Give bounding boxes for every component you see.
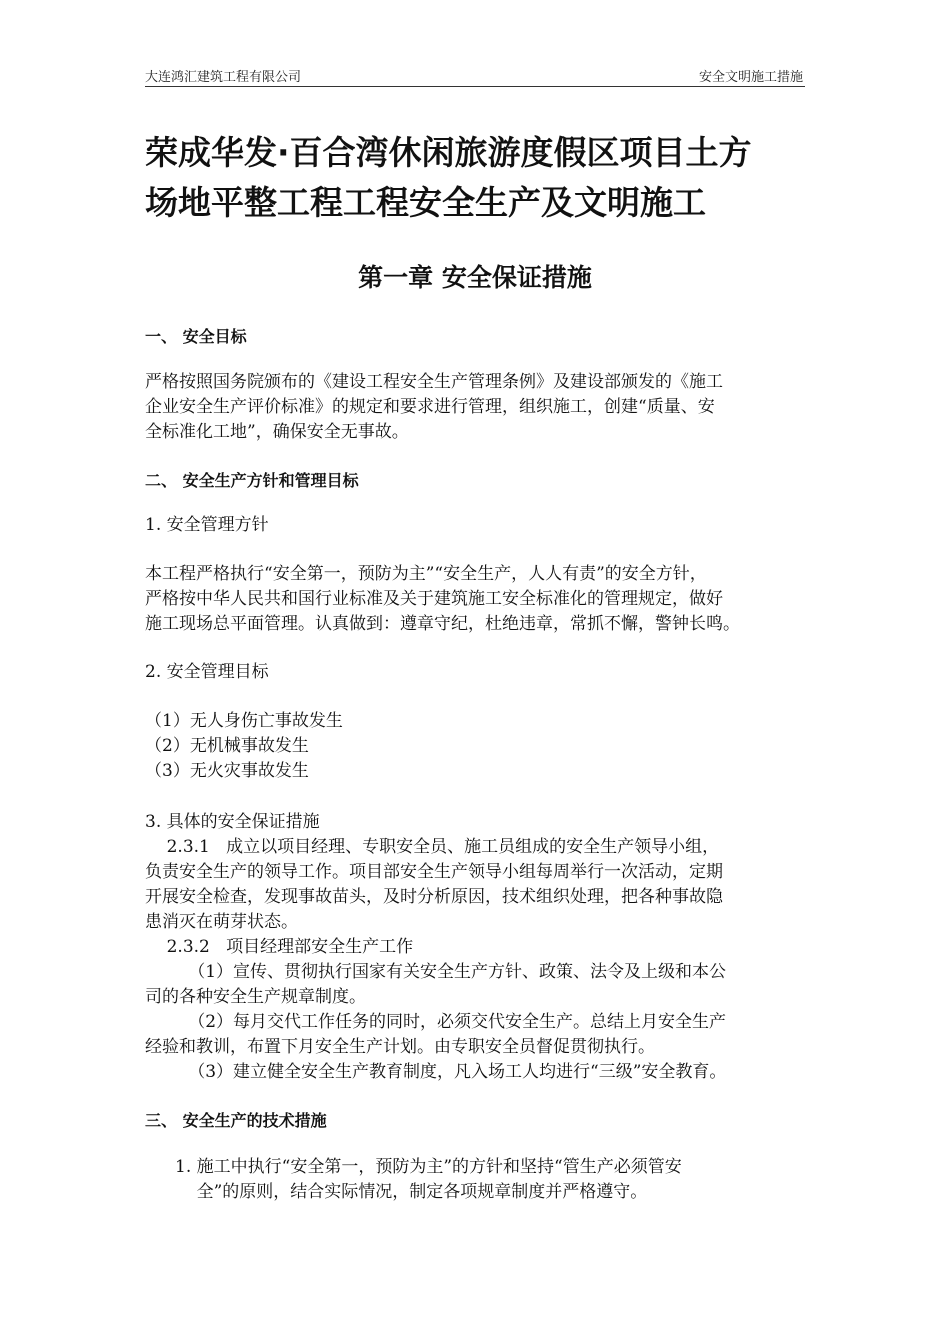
section-1-heading: 一、 安全目标 bbox=[145, 327, 247, 346]
paragraph-line: 本工程严格执行“安全第一，预防为主”“安全生产，人人有责”的安全方针， bbox=[145, 564, 707, 584]
goal-item: （2）无机械事故发生 bbox=[145, 736, 309, 756]
paragraph-line: 严格按中华人民共和国行业标准及关于建筑施工安全标准化的管理规定，做好 bbox=[145, 589, 723, 609]
paragraph-line: 2.3.2 项目经理部安全生产工作 bbox=[145, 937, 414, 957]
section-1-paragraph bbox=[145, 370, 825, 445]
subsection-title: 2. 安全管理目标 bbox=[145, 662, 269, 682]
paragraph-line: 经验和教训，布置下月安全生产计划。由专职安全员督促贯彻执行。 bbox=[145, 1037, 655, 1057]
paragraph-line: 全”的原则，结合实际情况，制定各项规章制度并严格遵守。 bbox=[175, 1182, 648, 1202]
header-company: 大连鸿汇建筑工程有限公司 bbox=[145, 70, 302, 85]
title-line-2: 场地平整工程工程安全生产及文明施工 bbox=[145, 183, 706, 222]
paragraph-line: 施工现场总平面管理。认真做到：遵章守纪，杜绝违章，常抓不懈，警钟长鸣。 bbox=[145, 614, 740, 634]
subsection-1-heading bbox=[145, 513, 825, 538]
paragraph-line: （1）宣传、贯彻执行国家有关安全生产方针、政策、法令及上级和本公 bbox=[145, 962, 727, 982]
paragraph-line: 严格按照国务院颁布的《建设工程安全生产管理条例》及建设部颁发的《施工 bbox=[145, 372, 723, 392]
subsection-title: 3. 具体的安全保证措施 bbox=[145, 812, 320, 832]
paragraph-line: 患消灭在萌芽状态。 bbox=[145, 912, 298, 932]
paragraph-line: 2.3.1 成立以项目经理、专职安全员、施工员组成的安全生产领导小组， bbox=[145, 837, 720, 857]
title-line-1: 荣成华发·百合湾休闲旅游度假区项目土方 bbox=[145, 133, 752, 172]
paragraph-line: （2）每月交代工作任务的同时，必须交代安全生产。总结上月安全生产 bbox=[145, 1012, 727, 1032]
chapter-heading: 第一章 安全保证措施 bbox=[358, 263, 592, 292]
paragraph-line: 负责安全生产的领导工作。项目部安全生产领导小组每周举行一次活动，定期 bbox=[145, 862, 723, 882]
section-2-heading: 二、 安全生产方针和管理目标 bbox=[145, 471, 359, 490]
paragraph-line: （3）建立健全安全生产教育制度，凡入场工人均进行“三级”安全教育。 bbox=[145, 1062, 727, 1082]
section-3-item-1 bbox=[175, 1155, 855, 1205]
subsection-1-paragraph bbox=[145, 562, 825, 637]
subsection-title: 1. 安全管理方针 bbox=[145, 515, 269, 535]
paragraph-line: 1. 施工中执行“安全第一，预防为主”的方针和坚持“管生产必须管安 bbox=[175, 1157, 682, 1177]
page-header bbox=[145, 66, 805, 87]
paragraph-line: 开展安全检查，发现事故苗头，及时分析原因，技术组织处理，把各种事故隐 bbox=[145, 887, 723, 907]
subsection-3 bbox=[145, 810, 825, 1085]
safety-goals-list bbox=[145, 709, 825, 784]
section-3-heading: 三、 安全生产的技术措施 bbox=[145, 1111, 327, 1130]
goal-item: （3）无火灾事故发生 bbox=[145, 761, 309, 781]
paragraph-line: 全标准化工地”，确保安全无事故。 bbox=[145, 422, 409, 442]
paragraph-line: 司的各种安全生产规章制度。 bbox=[145, 987, 366, 1007]
paragraph-line: 企业安全生产评价标准》的规定和要求进行管理，组织施工，创建“质量、安 bbox=[145, 397, 715, 417]
header-section: 安全文明施工措施 bbox=[698, 70, 803, 85]
subsection-2-heading bbox=[145, 660, 825, 685]
goal-item: （1）无人身伤亡事故发生 bbox=[145, 711, 343, 731]
document-title bbox=[145, 128, 815, 228]
